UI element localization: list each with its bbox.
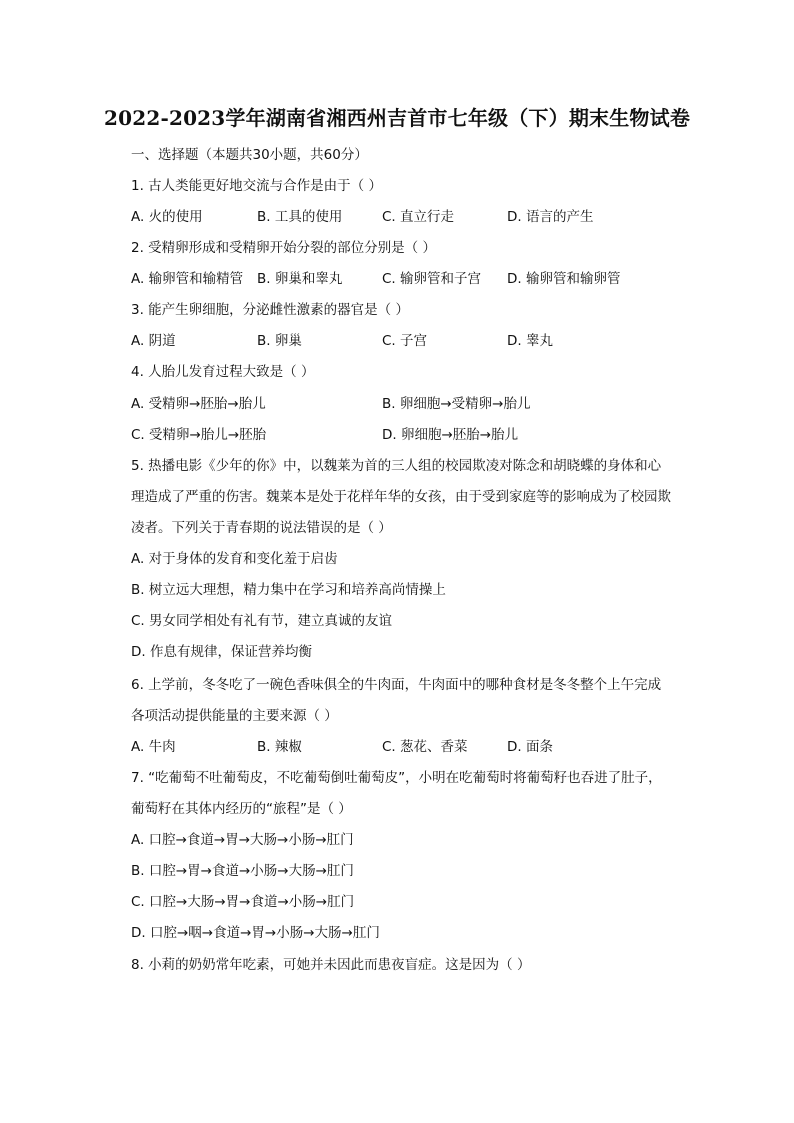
q2-option-c: C. 输卵管和子宫 <box>382 271 482 287</box>
page-title: 2022-2023学年湖南省湘西州吉首市七年级（下）期末生物试卷 <box>103 106 691 130</box>
q2-option-d: D. 输卵管和输卵管 <box>507 271 621 287</box>
q7-option-d: D. 口腔→咽→食道→胃→小肠→大肠→肛门 <box>131 925 380 941</box>
q1-option-d: D. 语言的产生 <box>507 209 594 225</box>
q6-option-c: C. 葱花、香菜 <box>382 739 468 755</box>
q3-option-d: D. 睾丸 <box>507 333 553 349</box>
q5-option-c: C. 男女同学相处有礼有节，建立真诚的友谊 <box>131 613 393 629</box>
question-4-stem: 4. 人胎儿发育过程大致是（ ） <box>131 364 315 380</box>
question-3-stem: 3. 能产生卵细胞，分泌雌性激素的器官是（ ） <box>131 302 409 318</box>
q5-option-d: D. 作息有规律，保证营养均衡 <box>131 644 312 660</box>
q4-option-d: D. 卵细胞→胚胎→胎儿 <box>382 427 519 443</box>
q6-option-b: B. 辣椒 <box>257 739 302 755</box>
q4-option-b: B. 卵细胞→受精卵→胎儿 <box>382 396 531 412</box>
q1-option-b: B. 工具的使用 <box>257 209 343 225</box>
question-5-stem-line-2: 理造成了严重的伤害。魏莱本是处于花样年华的女孩，由于受到家庭等的影响成为了校园欺 <box>131 489 671 505</box>
q4-option-c: C. 受精卵→胎儿→胚胎 <box>131 427 267 443</box>
q7-option-b: B. 口腔→胃→食道→小肠→大肠→肛门 <box>131 863 354 879</box>
q1-option-c: C. 直立行走 <box>382 209 455 225</box>
question-1-stem: 1. 古人类能更好地交流与合作是由于（ ） <box>131 178 382 194</box>
q6-option-a: A. 牛肉 <box>131 739 176 755</box>
q7-option-c: C. 口腔→大肠→胃→食道→小肠→肛门 <box>131 894 355 910</box>
q3-option-b: B. 卵巢 <box>257 333 302 349</box>
q5-option-a: A. 对于身体的发育和变化羞于启齿 <box>131 551 338 567</box>
q3-option-a: A. 阴道 <box>131 333 176 349</box>
q4-option-a: A. 受精卵→胚胎→胎儿 <box>131 396 266 412</box>
question-6-stem-line-1: 6. 上学前，冬冬吃了一碗色香味俱全的牛肉面，牛肉面中的哪种食材是冬冬整个上午完成 <box>131 677 662 693</box>
section-heading: 一、选择题（本题共30小题，共60分） <box>131 147 368 163</box>
q3-option-c: C. 子宫 <box>382 333 428 349</box>
question-5-stem-line-3: 凌者。下列关于青春期的说法错误的是（ ） <box>131 520 392 536</box>
q2-option-b: B. 卵巢和睾丸 <box>257 271 343 287</box>
question-7-stem-line-1: 7. “吃葡萄不吐葡萄皮，不吃葡萄倒吐葡萄皮”，小明在吃葡萄时将葡萄籽也吞进了肚子， <box>131 770 662 786</box>
question-6-stem-line-2: 各项活动提供能量的主要来源（ ） <box>131 708 338 724</box>
question-8-stem: 8. 小莉的奶奶常年吃素，可她并未因此而患夜盲症。这是因为（ ） <box>131 957 531 973</box>
q5-option-b: B. 树立远大理想，精力集中在学习和培养高尚情操上 <box>131 582 446 598</box>
q7-option-a: A. 口腔→食道→胃→大肠→小肠→肛门 <box>131 832 354 848</box>
q1-option-a: A. 火的使用 <box>131 209 203 225</box>
question-7-stem-line-2: 葡萄籽在其体内经历的“旅程”是（ ） <box>131 801 352 817</box>
q2-option-a: A. 输卵管和输精管 <box>131 271 244 287</box>
question-2-stem: 2. 受精卵形成和受精卵开始分裂的部位分别是（ ） <box>131 240 436 256</box>
q6-option-d: D. 面条 <box>507 739 553 755</box>
question-5-stem-line-1: 5. 热播电影《少年的你》中，以魏莱为首的三人组的校园欺凌对陈念和胡晓蝶的身体和心 <box>131 458 662 474</box>
